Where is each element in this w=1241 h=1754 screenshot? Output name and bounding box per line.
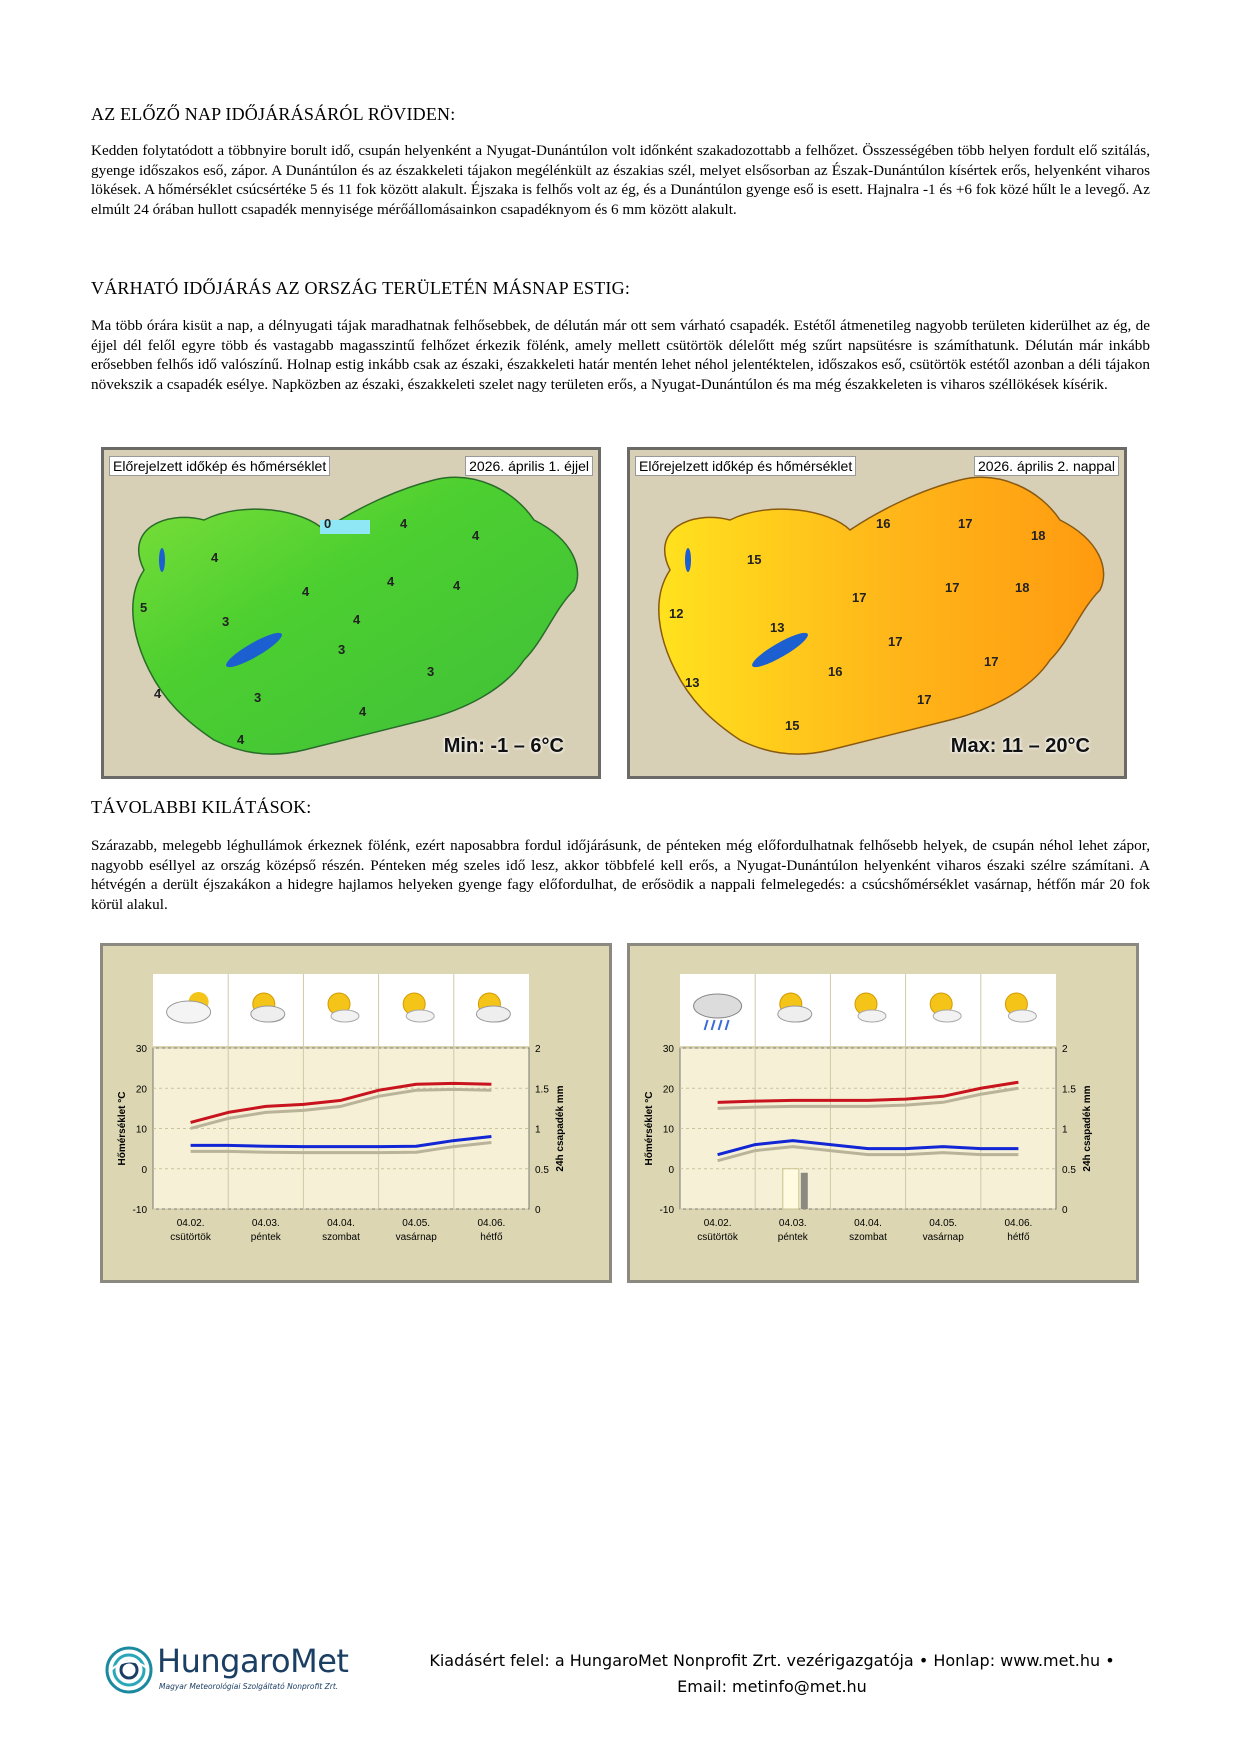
footer [392,1648,1152,1700]
map-temp-label: 18 [1031,528,1046,543]
map-temp-label: 4 [400,516,408,531]
y2-tick-label: 1.5 [1062,1084,1076,1096]
map-temp-label: 4 [453,578,461,593]
x-day-label: szombat [322,1232,360,1243]
y2-tick-label: 1 [1062,1124,1068,1136]
y-axis-label: Hőmérséklet °C [644,1091,655,1166]
x-tick-label: 04.02. [703,1218,732,1229]
hungaromet-logo-icon [103,1642,155,1698]
footer-line-2: Email: metinfo@met.hu [677,1677,867,1696]
section-title-forecast: VÁRHATÓ IDŐJÁRÁS AZ ORSZÁG TERÜLETÉN MÁSNAP ESTIG: [91,278,631,298]
map-min-summary: Min: -1 – 6°C [443,735,564,757]
y2-tick-label: 2 [1062,1044,1068,1055]
map-temp-label: 16 [828,664,843,679]
map-temp-label: 17 [917,692,932,707]
map-temp-label: 5 [140,600,148,615]
section-text-forecast: Ma több órára kisüt a nap, a délnyugati tájak maradhatnak felhősebbek, de délután már ott sem várható csapadék. Estétől átmenetileg nagyobb területen kiderülhet az ég, de éjjel dél felől egyre több és vastagabb magasszintű felhőzet érkezik fölénk, amely mellett csütörtök délelőtt még szűrt napsütésre is számíthatunk. Délután már inkább erősebben felhős idő valószínű. Holnap estig inkább csak az északi, északkeleti határ mentén lehet néhol jelentéktelen, időszakos eső, csütörtök estétől azonban a déli tájakon növekszik a csapadék esélye. Napközben az északi, északkeleti szelet nagy területen erős, a Nyugat-Dunántúlon és ma még északkeleten is viharos széllökések kísérik. [91,317,1150,393]
map-temp-label: 15 [747,552,762,567]
map-date: 2026. április 1. éjjel [465,456,593,476]
map-temp-label: 13 [770,620,785,635]
precip-bar [783,1169,799,1209]
x-tick-label: 04.06. [477,1218,506,1229]
map-title: Előrejelzett időkép és hőmérséklet [635,456,856,476]
y2-tick-label: 1.5 [535,1084,549,1096]
x-tick-label: 04.06. [1004,1218,1033,1229]
forecast-map-night [101,447,601,779]
x-day-label: vasárnap [395,1232,437,1243]
section-title-previous-day: AZ ELŐZŐ NAP IDŐJÁRÁSÁRÓL RÖVIDEN: [91,104,456,124]
y2-tick-label: 0.5 [535,1164,549,1176]
y2-tick-label: 1 [535,1124,541,1136]
map-temp-label: 13 [685,675,700,690]
x-tick-label: 04.05. [929,1218,958,1229]
hungaromet-logo [103,1642,363,1702]
map-temp-label: 17 [945,580,960,595]
y-tick-label: -10 [132,1205,147,1216]
map-temp-label: 4 [211,550,219,565]
map-temp-label: 15 [785,718,800,733]
x-day-label: csütörtök [697,1232,738,1243]
map-temp-label: 17 [958,516,973,531]
map-temp-label: 4 [359,704,367,719]
y-tick-label: 20 [135,1084,147,1096]
y-tick-label: -10 [659,1205,674,1216]
x-day-label: hétfő [1007,1232,1030,1243]
x-day-label: szombat [849,1232,887,1243]
map-title: Előrejelzett időkép és hőmérséklet [109,456,330,476]
section-title-outlook: TÁVOLABBI KILÁTÁSOK: [91,797,312,817]
logo-name: HungaroMet [157,1642,349,1680]
y-tick-label: 30 [662,1044,674,1055]
x-tick-label: 04.03. [778,1218,807,1229]
outlook-chart-szeged [627,943,1139,1283]
section-text-outlook: Szárazabb, melegebb léghullámok érkeznek fölénk, ezért naposabbra fordul időjárásunk, de pénteken még előfordulhatnak felhősebb helyek, de csupán néhol lehet zápor, nagyobb eséllyel az ország középső részén. Pénteken még szeles idő lesz, akkor többfelé kell erős, a Nyugat-Dunántúlon helyenként viharos északi szélre számítani. A hétvégén a derült éjszakákon a hidegre hajlamos helyeken gyenge fagy előfordulhat, de erősödik a nappali felmelegedés: a csúcshőmérséklet vasárnap, hétfőn már 20 fok körül alakul. [91,837,1150,913]
map-temp-label: 3 [254,690,262,705]
y-tick-label: 10 [662,1124,674,1136]
x-day-label: péntek [777,1232,808,1243]
map-temp-label: 3 [338,642,346,657]
x-tick-label: 04.04. [854,1218,882,1229]
y-tick-label: 20 [662,1084,674,1096]
precip-bar-shadow [801,1173,808,1209]
outlook-chart-sopron [100,943,612,1283]
logo-subtitle: Magyar Meteorológiai Szolgáltató Nonprofit Zrt. [159,1682,339,1691]
map-temp-label: 4 [472,528,480,543]
y-tick-label: 10 [135,1124,147,1136]
map-date: 2026. április 2. nappal [974,456,1119,476]
footer-line-1: Kiadásért felel: a HungaroMet Nonprofit Zrt. vezérigazgatója • Honlap: www.met.hu • [429,1651,1115,1670]
y2-axis-label: 24h csapadék mm [555,1085,566,1172]
y2-tick-label: 0 [535,1205,541,1216]
x-day-label: csütörtök [170,1232,211,1243]
y-axis-label: Hőmérséklet °C [117,1091,128,1166]
map-temp-label: 4 [387,574,395,589]
map-max-summary: Max: 11 – 20°C [950,735,1090,757]
map-temp-label: 17 [984,654,999,669]
map-temp-label: 3 [222,614,230,629]
map-temp-label: 17 [888,634,903,649]
x-tick-label: 04.05. [402,1218,431,1229]
x-day-label: péntek [250,1232,281,1243]
x-tick-label: 04.04. [327,1218,355,1229]
map-temp-label: 12 [669,606,684,621]
map-temp-label: 18 [1015,580,1030,595]
map-temp-label: 16 [876,516,891,531]
y2-tick-label: 0.5 [1062,1164,1076,1176]
y2-tick-label: 0 [1062,1205,1068,1216]
forecast-map-day [627,447,1127,779]
map-temp-label: 4 [237,732,245,747]
y-tick-label: 30 [135,1044,147,1055]
section-text-previous-day: Kedden folytatódott a többnyire borult idő, csupán helyenként a Nyugat-Dunántúlon volt időnként szakadozottabb a felhőzet. Összességében több helyen fordult elő szitálás, gyenge időszakos eső, zápor. A Dunántúlon és az északkeleti tájakon megélénkült az északias szél, melyet elsősorban az Észak-Dunántúlon kísértek erős, helyenként viharos lökések. A hőmérséklet csúcsértéke 5 és 11 fok között alakult. Éjszaka is felhős volt az ég, és a Dunántúlon gyenge eső is esett. Hajnalra -1 és +6 fok közé hűlt le a levegő. Az elmúlt 24 órában hullott csapadék mennyisége mérőállomásainkon csapadéknyom és 6 mm között alakult. [91,142,1150,218]
x-tick-label: 04.02. [176,1218,205,1229]
y2-axis-label: 24h csapadék mm [1082,1085,1093,1172]
x-day-label: hétfő [480,1232,503,1243]
y-tick-label: 0 [141,1164,147,1176]
x-tick-label: 04.03. [251,1218,280,1229]
map-temp-label: 17 [852,590,867,605]
y2-tick-label: 2 [535,1044,541,1055]
map-temp-label: 0 [324,516,332,531]
map-temp-label: 4 [302,584,310,599]
map-temp-label: 4 [154,686,162,701]
x-day-label: vasárnap [922,1232,964,1243]
map-temp-label: 3 [427,664,435,679]
y-tick-label: 0 [668,1164,674,1176]
map-temp-label: 4 [353,612,361,627]
